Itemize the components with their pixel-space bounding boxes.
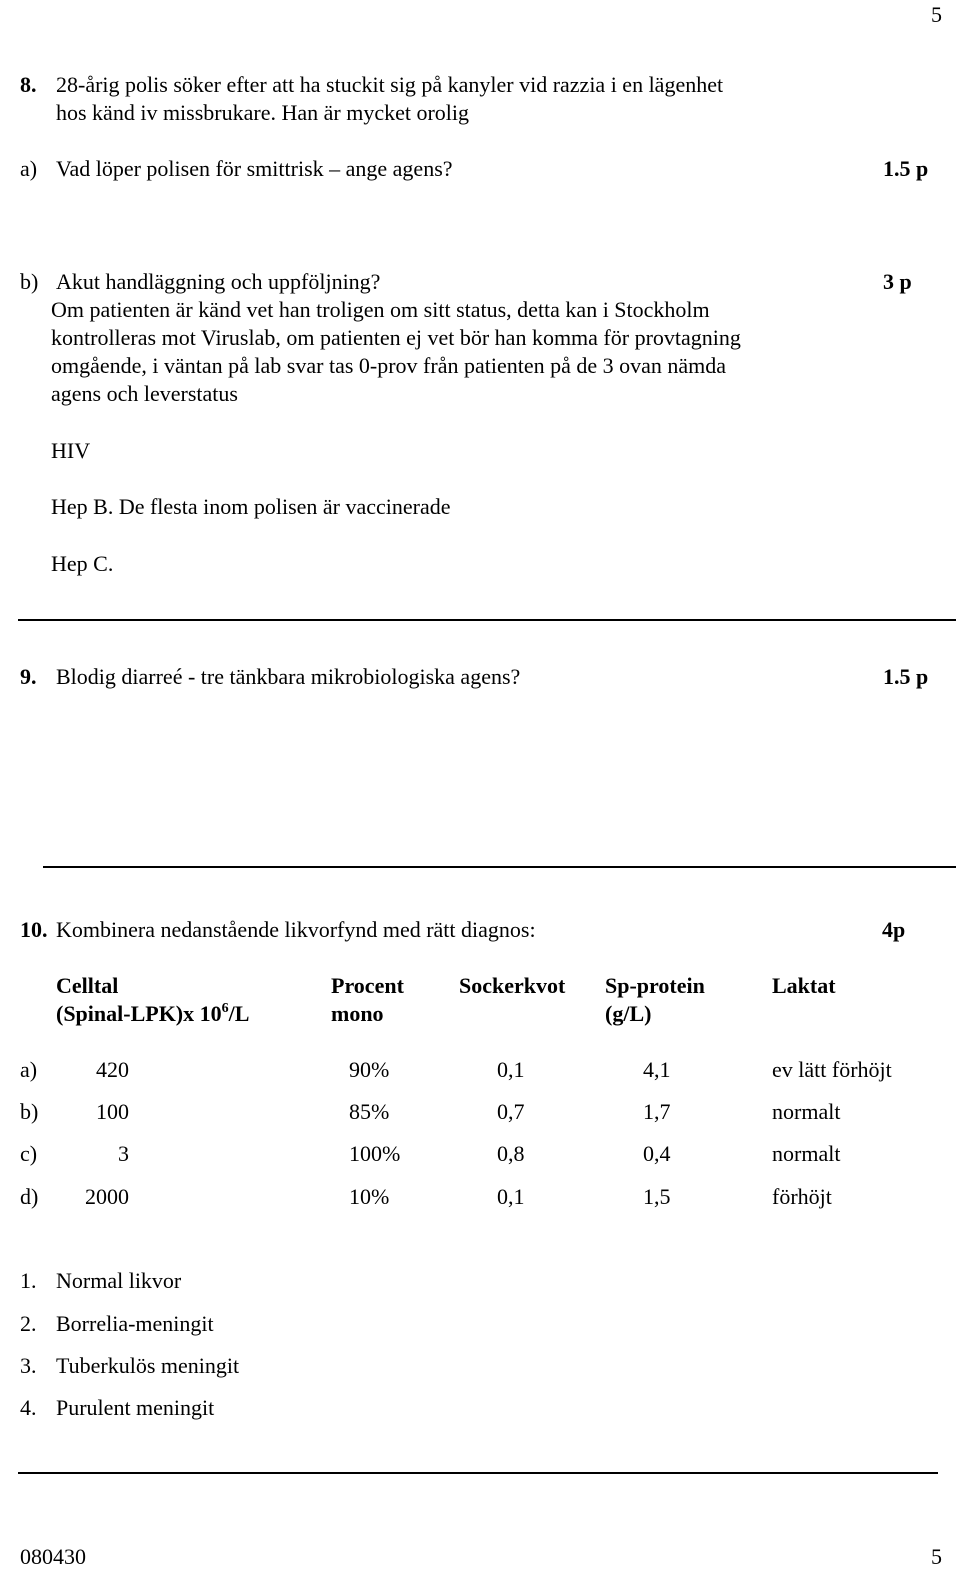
q8-answer-line: Om patienten är känd vet han troligen om sitt status, detta kan i Stockholm [51, 297, 710, 322]
footer-code: 080430 [20, 1544, 86, 1569]
q8-number: 8. [20, 72, 37, 97]
q10-points: 4p [882, 917, 906, 942]
q8-answer-line: omgående, i väntan på lab svar tas 0-prov från patienten på de 3 ovan nämda [51, 353, 727, 378]
diagnosis-number: 1. [20, 1268, 37, 1293]
separator-rule [43, 866, 956, 868]
q8a-points: 1.5 p [883, 156, 929, 181]
header-laktat: Laktat [772, 973, 836, 998]
footer-page-number: 5 [931, 1544, 942, 1569]
separator-rule [18, 1472, 938, 1474]
row-celltal: 3 [118, 1141, 129, 1166]
q8-agent-hepc: Hep C. [51, 551, 114, 576]
row-procent: 85% [349, 1099, 390, 1124]
q8-agent-hiv: HIV [51, 438, 91, 463]
row-celltal: 100 [96, 1099, 129, 1124]
diagnosis-number: 4. [20, 1395, 37, 1420]
row-laktat: ev lätt förhöjt [772, 1057, 892, 1082]
q8-answer-line: kontrolleras mot Viruslab, om patienten ej vet bör han komma för provtagning [51, 325, 741, 350]
header-celltal-unit: (Spinal-LPK)x $10^6/L$ [56, 1001, 250, 1026]
q8a-label: a) [20, 156, 38, 181]
header-procent-mono: mono [331, 1001, 384, 1026]
row-procent: 90% [349, 1057, 390, 1082]
header-sockerkvot: Sockerkvot [459, 973, 566, 998]
q8a-text: Vad löper polisen för smittrisk – ange agens? [56, 156, 453, 181]
row-celltal: 420 [96, 1057, 129, 1082]
q9-text: Blodig diarreé - tre tänkbara mikrobiologiska agens? [56, 664, 521, 689]
row-sp-protein: 0,4 [643, 1141, 671, 1166]
row-laktat: normalt [772, 1141, 841, 1166]
row-sockerkvot: 0,1 [497, 1184, 525, 1209]
q8b-label: b) [20, 269, 39, 294]
diagnosis-number: 2. [20, 1311, 37, 1336]
row-sockerkvot: 0,1 [497, 1057, 525, 1082]
row-label: a) [20, 1057, 38, 1082]
row-label: d) [20, 1184, 39, 1209]
q10-text: Kombinera nedanstående likvorfynd med rätt diagnos: [56, 917, 536, 942]
row-procent: 10% [349, 1184, 390, 1209]
q8-text-line1: 28-årig polis söker efter att ha stuckit sig på kanyler vid razzia i en lägenhet [56, 72, 724, 97]
row-sp-protein: 1,7 [643, 1099, 671, 1124]
separator-rule [18, 619, 956, 621]
q8-answer-line: agens och leverstatus [51, 381, 238, 406]
row-laktat: förhöjt [772, 1184, 832, 1209]
q9-points: 1.5 p [883, 664, 929, 689]
q8b-text: Akut handläggning och uppföljning? [56, 269, 381, 294]
q8-agent-hepb: Hep B. De flesta inom polisen är vaccinerade [51, 494, 451, 519]
q10-number: 10. [20, 917, 48, 942]
row-label: c) [20, 1141, 38, 1166]
header-celltal: Celltal [56, 973, 119, 998]
diagnosis-number: 3. [20, 1353, 37, 1378]
q8-text-line2: hos känd iv missbrukare. Han är mycket orolig [56, 100, 470, 125]
diagnosis-text: Borrelia-meningit [56, 1311, 214, 1336]
row-label: b) [20, 1099, 39, 1124]
row-sockerkvot: 0,8 [497, 1141, 525, 1166]
row-sp-protein: 4,1 [643, 1057, 671, 1082]
header-sp-protein-unit: (g/L) [605, 1001, 652, 1026]
row-procent: 100% [349, 1141, 401, 1166]
header-procent: Procent [331, 973, 404, 998]
q8b-points: 3 p [883, 269, 912, 294]
row-laktat: normalt [772, 1099, 841, 1124]
page-number-top: 5 [931, 2, 942, 27]
diagnosis-text: Normal likvor [56, 1268, 182, 1293]
header-sp-protein: Sp-protein [605, 973, 705, 998]
row-sp-protein: 1,5 [643, 1184, 671, 1209]
row-sockerkvot: 0,7 [497, 1099, 525, 1124]
row-celltal: 2000 [85, 1184, 129, 1209]
diagnosis-text: Tuberkulös meningit [56, 1353, 240, 1378]
diagnosis-text: Purulent meningit [56, 1395, 215, 1420]
q9-number: 9. [20, 664, 37, 689]
